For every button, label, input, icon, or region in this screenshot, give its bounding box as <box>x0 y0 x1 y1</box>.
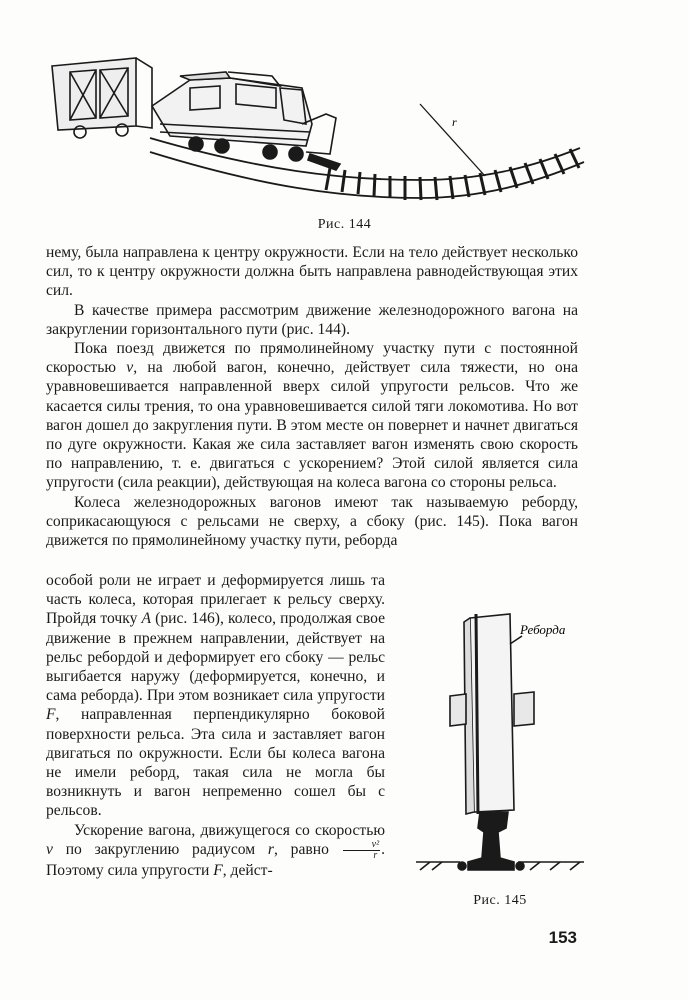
paragraph: особой роли не играет и деформируется лишь та часть колеса, которая прилегает к рельсу сверху. Пройдя точку A (рис. 146), колесо, продолжая свое движение в прежнем направлении, действует на рельс ребордой и деформирует его сбоку — рельс выгибается наружу (деформируется, конечно, и сама реборда). При этом возникает сила упругости F, направленная перпендикулярно боковой поверхности рельса. Эта сила и заставляет вагон двигаться по окружности. Если бы колеса вагона не имели реборд, такая сила не могла бы возникнуть и вагон непременно сошел бы с рельсов. <box>46 572 386 820</box>
paragraph: Колеса железнодорожных вагонов имеют так называемую реборду, соприкасающуюся с рельсами не сверху, а сбоку (рис. 145). Пока вагон движется по прямолинейному участку пути, реборда <box>46 493 578 550</box>
figure-144-caption: Рис. 144 <box>317 217 372 232</box>
symbol-v: v <box>126 359 134 377</box>
figure-145-wheel-flange <box>410 600 590 890</box>
paragraph: В качестве примера рассмотрим движение железнодорожного вагона на закруглении горизонтального пути (рис. 144). <box>46 301 578 338</box>
figure-145-caption: Рис. 145 <box>473 893 527 908</box>
radius-label: r <box>452 115 457 129</box>
body-text-full <box>46 243 578 550</box>
paragraph: Ускорение вагона, движущегося со скоростью v по закруглению радиусом r, равно $\frac{\text{v²}}{r}$ . Поэтому сила упругости F, дейст- <box>46 821 385 879</box>
body-text-wrapped <box>46 571 385 880</box>
paragraph: Пока поезд движется по прямолинейному участку пути с постоянной скоростью v, на любой вагон, конечно, действует сила тяжести, но она уравновешивается направленной вверх силой упругости рельсов. Что же касается силы трения, то она уравновешивается силой тяги локомотива. Но вот вагон дошел до закругления пути. В этом месте он повернет и начнет двигаться по дуге окружности. Какая же сила заставляет вагон изменять свою скорость по направлению, т. е. двигаться с ускорением? Этой силой является сила упругости (сила реакции), действующая на колеса вагона со стороны рельса. <box>46 340 578 492</box>
figure-144-train-on-curve <box>40 28 600 213</box>
paragraph: нему, была направлена к центру окружности. Если на тело действует несколько сил, то к центру окружности должна быть направлена равнодействующая этих сил. <box>46 244 578 300</box>
flange-label: Реборда <box>520 622 566 637</box>
page-number: 153 <box>548 928 577 947</box>
fraction-v2-over-r: $\frac{\text{v²}}{r}$ <box>343 840 380 861</box>
